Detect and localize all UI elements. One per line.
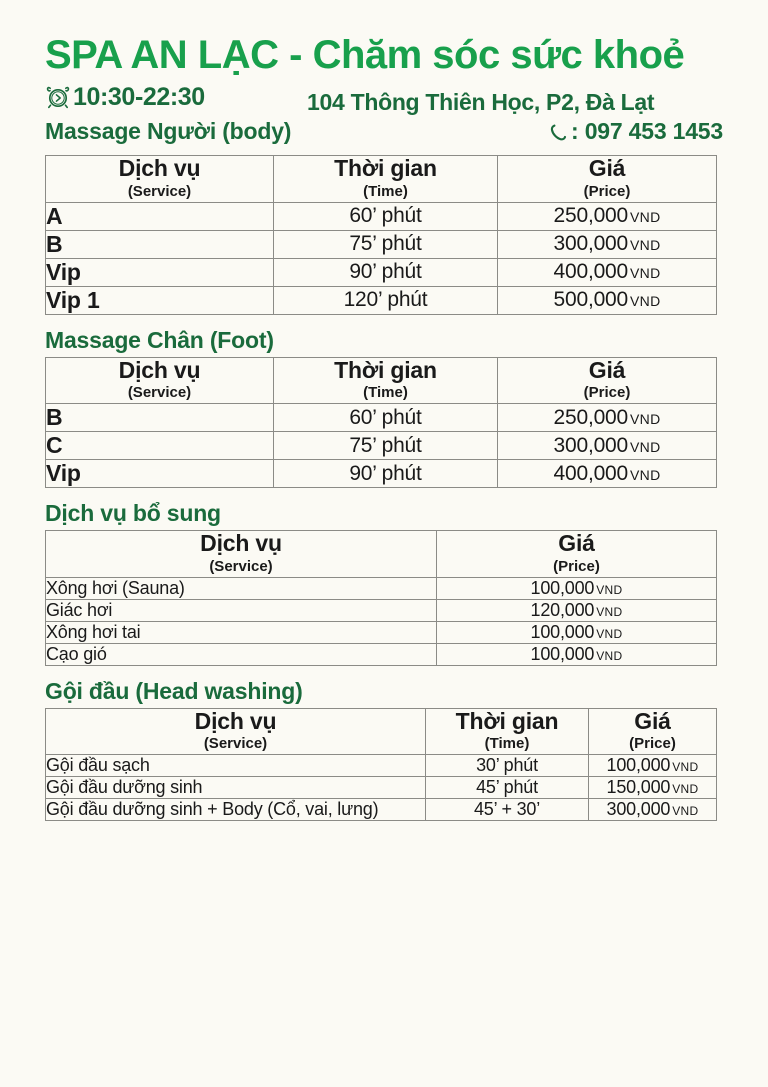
cell-service: Gội đầu dưỡng sinh + Body (Cổ, vai, lưng) — [46, 799, 426, 821]
column-header-sub: (Price) — [583, 384, 631, 402]
cell-service: Gội đầu sạch — [46, 755, 426, 777]
cell-time: 90’ phút — [274, 460, 498, 488]
column-header-sub: (Price) — [583, 182, 631, 200]
table-header-row — [46, 531, 717, 578]
column-header-main: Thời gian — [334, 155, 437, 181]
price-currency: VND — [672, 760, 699, 774]
price-table-massage-foot — [45, 357, 717, 489]
column-header-main: Thời gian — [455, 707, 559, 734]
price-amount: 100,000 — [606, 755, 671, 775]
cell-service: Giác hơi — [46, 599, 437, 621]
cell-price — [498, 460, 717, 488]
table-row — [46, 777, 717, 799]
price-amount: 500,000 — [553, 288, 629, 311]
price-amount: 100,000 — [530, 621, 595, 642]
cell-time: 75’ phút — [274, 432, 498, 460]
price-amount: 400,000 — [553, 461, 629, 485]
cell-service: Gội đầu dưỡng sinh — [46, 777, 426, 799]
price-currency: VND — [630, 293, 661, 309]
table-row — [46, 755, 717, 777]
cell-service: B — [46, 230, 274, 258]
cell-price — [437, 577, 717, 599]
column-header-sub: (Service) — [127, 384, 192, 402]
price-amount: 100,000 — [530, 577, 595, 598]
cell-price — [589, 755, 717, 777]
cell-price — [589, 777, 717, 799]
cell-price — [498, 202, 717, 230]
price-currency: VND — [630, 438, 661, 455]
cell-price — [498, 230, 717, 258]
phone-block[interactable] — [550, 120, 723, 143]
cell-service: Vip — [46, 460, 274, 488]
cell-service: C — [46, 432, 274, 460]
price-table-extra-services — [45, 530, 717, 666]
column-header-main: Dịch vụ — [118, 155, 201, 181]
column-header-service — [46, 708, 426, 755]
column-header-time — [274, 156, 498, 203]
section-heading-extra-services: Dịch vụ bổ sung — [45, 500, 221, 526]
column-header-main: Giá — [588, 155, 626, 181]
cell-time: 75’ phút — [274, 230, 498, 258]
column-header-time — [274, 357, 498, 404]
table-row — [46, 599, 717, 621]
table-row — [46, 432, 717, 460]
cell-service: Cạo gió — [46, 643, 437, 665]
section-heading-massage-foot: Massage Chân (Foot) — [45, 326, 274, 353]
cell-service: Xông hơi tai — [46, 621, 437, 643]
table-header-row — [46, 156, 717, 203]
column-header-service — [46, 357, 274, 404]
column-header-price — [498, 156, 717, 203]
price-currency: VND — [596, 648, 623, 663]
price-table-head-washing — [45, 708, 717, 822]
column-header-service — [46, 156, 274, 203]
cell-time: 30’ phút — [426, 755, 589, 777]
price-amount: 300,000 — [553, 433, 629, 457]
column-header-sub: (Price) — [553, 557, 600, 575]
cell-price — [498, 258, 717, 286]
opening-hours-text: 10:30-22:30 — [73, 82, 205, 111]
cell-service: A — [46, 202, 274, 230]
price-amount: 150,000 — [606, 777, 671, 797]
column-header-main: Giá — [558, 530, 595, 556]
cell-time: 45’ + 30’ — [426, 799, 589, 821]
price-currency: VND — [630, 265, 661, 281]
table-row — [46, 258, 717, 286]
alarm-clock-icon — [45, 84, 71, 110]
cell-price — [589, 799, 717, 821]
price-currency: VND — [596, 604, 623, 619]
cell-service: Xông hơi (Sauna) — [46, 577, 437, 599]
price-amount: 300,000 — [553, 232, 629, 255]
table-row — [46, 621, 717, 643]
price-currency: VND — [630, 209, 661, 225]
address-text: 104 Thông Thiên Học, P2, Đà Lạt — [307, 89, 655, 115]
cell-time: 90’ phút — [274, 258, 498, 286]
table-row — [46, 202, 717, 230]
table-row — [46, 799, 717, 821]
column-header-main: Thời gian — [334, 356, 437, 383]
price-amount: 300,000 — [606, 799, 671, 819]
cell-price — [498, 404, 717, 432]
cell-service: Vip — [46, 258, 274, 286]
section-heading-head-washing: Gội đầu (Head washing) — [45, 677, 303, 704]
column-header-price — [498, 357, 717, 404]
cell-price — [498, 432, 717, 460]
price-currency: VND — [630, 466, 661, 483]
table-row — [46, 643, 717, 665]
cell-service: B — [46, 404, 274, 432]
column-header-main: Dịch vụ — [200, 530, 282, 556]
opening-hours — [45, 84, 307, 110]
table-header-row — [46, 357, 717, 404]
cell-time: 60’ phút — [274, 202, 498, 230]
table-wrapper-massage-body — [45, 155, 723, 315]
price-table-massage-body — [45, 155, 717, 315]
column-header-price — [589, 708, 717, 755]
price-currency: VND — [672, 804, 699, 818]
column-header-sub: (Service) — [203, 735, 268, 753]
table-row — [46, 577, 717, 599]
phone-icon — [550, 122, 567, 139]
column-header-main: Dịch vụ — [194, 707, 277, 734]
section-heading-and-phone-row — [45, 120, 723, 150]
cell-time: 120’ phút — [274, 286, 498, 314]
table-row — [46, 460, 717, 488]
table-row — [46, 230, 717, 258]
cell-time: 60’ phút — [274, 404, 498, 432]
column-header-sub: (Time) — [363, 384, 408, 402]
price-currency: VND — [596, 582, 623, 597]
price-amount: 100,000 — [530, 643, 595, 664]
column-header-sub: (Time) — [484, 735, 530, 753]
column-header-sub: (Service) — [127, 182, 192, 200]
cell-time: 45’ phút — [426, 777, 589, 799]
price-amount: 250,000 — [553, 204, 629, 227]
table-row — [46, 286, 717, 314]
cell-service: Vip 1 — [46, 286, 274, 314]
price-currency: VND — [672, 782, 699, 796]
cell-price — [437, 599, 717, 621]
section-heading-massage-body: Massage Người (body) — [45, 118, 292, 144]
price-amount: 400,000 — [553, 260, 629, 283]
column-header-sub: (Service) — [209, 557, 273, 575]
column-header-main: Dịch vụ — [118, 356, 201, 383]
column-header-sub: (Price) — [629, 735, 676, 753]
column-header-price — [437, 531, 717, 578]
page-title: SPA AN LẠC - Chăm sóc sức khoẻ — [45, 33, 685, 77]
column-header-service — [46, 531, 437, 578]
column-header-sub: (Time) — [363, 182, 408, 200]
cell-price — [437, 621, 717, 643]
column-header-main: Giá — [588, 356, 626, 383]
price-amount: 120,000 — [530, 599, 595, 620]
table-header-row — [46, 708, 717, 755]
price-currency: VND — [630, 237, 661, 253]
phone-number: : 097 453 1453 — [571, 118, 723, 144]
table-row — [46, 404, 717, 432]
cell-price — [437, 643, 717, 665]
price-currency: VND — [596, 626, 623, 641]
column-header-time — [426, 708, 589, 755]
cell-price — [498, 286, 717, 314]
price-amount: 250,000 — [553, 405, 629, 429]
price-currency: VND — [630, 410, 661, 427]
contact-row — [45, 84, 723, 114]
column-header-main: Giá — [634, 707, 671, 734]
